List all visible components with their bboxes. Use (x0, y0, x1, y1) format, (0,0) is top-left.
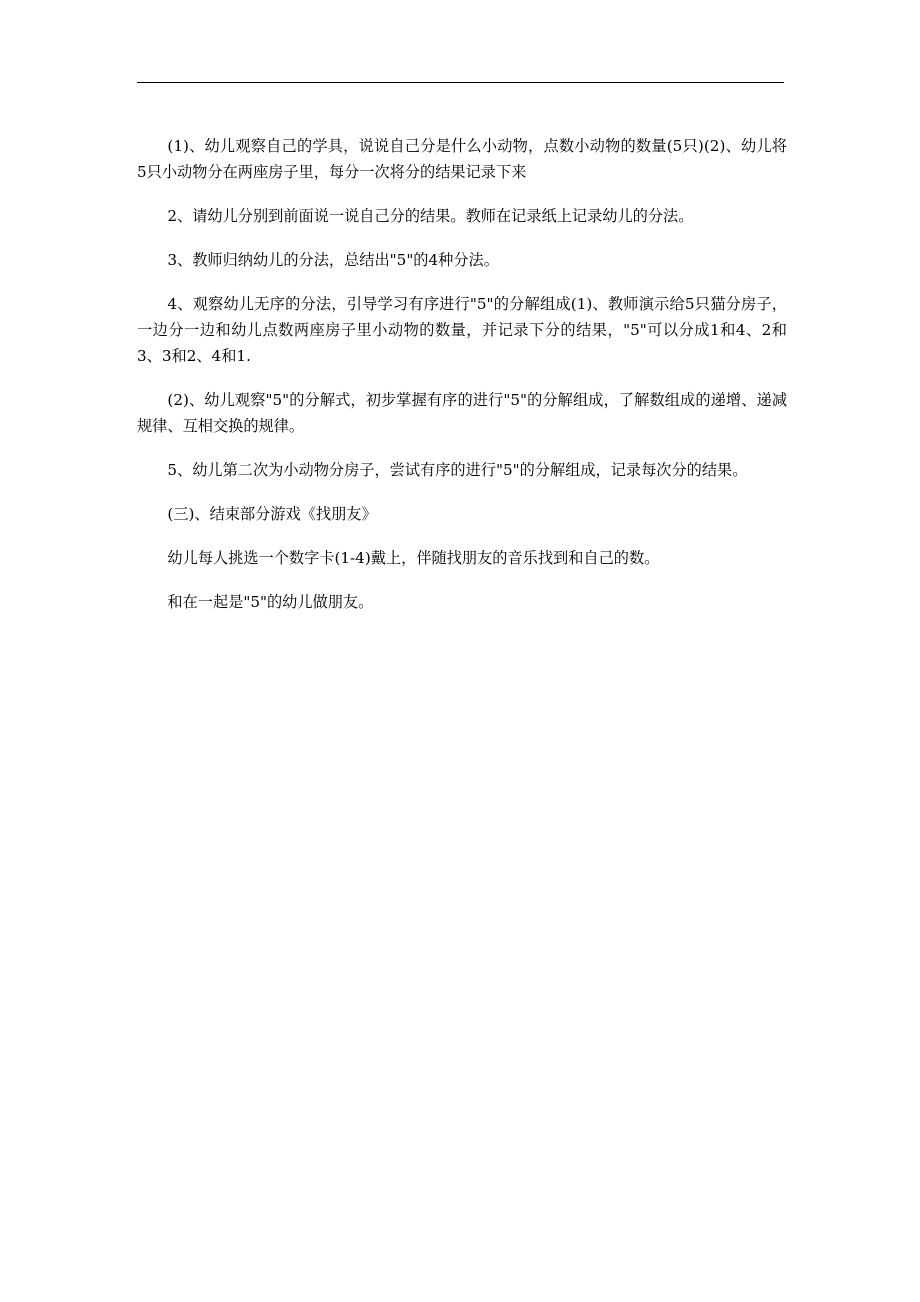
paragraph-4: 4、观察幼儿无序的分法，引导学习有序进行"5"的分解组成(1)、教师演示给5只猫分房子，一边分一边和幼儿点数两座房子里小动物的数量，并记录下分的结果，"5"可以分成1和4、2和3、3和2、4和1. (137, 295, 787, 365)
header-rule (137, 82, 784, 83)
paragraph-3: 3、教师归纳幼儿的分法，总结出"5"的4种分法。 (167, 251, 499, 269)
paragraph-2: 2、请幼儿分别到前面说一说自己分的结果。教师在记录纸上记录幼儿的分法。 (167, 207, 694, 225)
document-body (137, 133, 787, 633)
paragraph-5: (2)、幼儿观察"5"的分解式，初步掌握有序的进行"5"的分解组成，了解数组成的递增、递减规律、互相交换的规律。 (137, 391, 787, 435)
paragraph-9: 和在一起是"5"的幼儿做朋友。 (167, 593, 374, 611)
paragraph-7: (三)、结束部分游戏《找朋友》 (167, 505, 377, 523)
paragraph-6: 5、幼儿第二次为小动物分房子，尝试有序的进行"5"的分解组成，记录每次分的结果。 (167, 461, 748, 479)
paragraph-8: 幼儿每人挑选一个数字卡(1-4)戴上，伴随找朋友的音乐找到和自己的数。 (167, 549, 660, 567)
paragraph-1: (1)、幼儿观察自己的学具，说说自己分是什么小动物，点数小动物的数量(5只)(2)、幼儿将5只小动物分在两座房子里，每分一次将分的结果记录下来 (137, 137, 787, 181)
